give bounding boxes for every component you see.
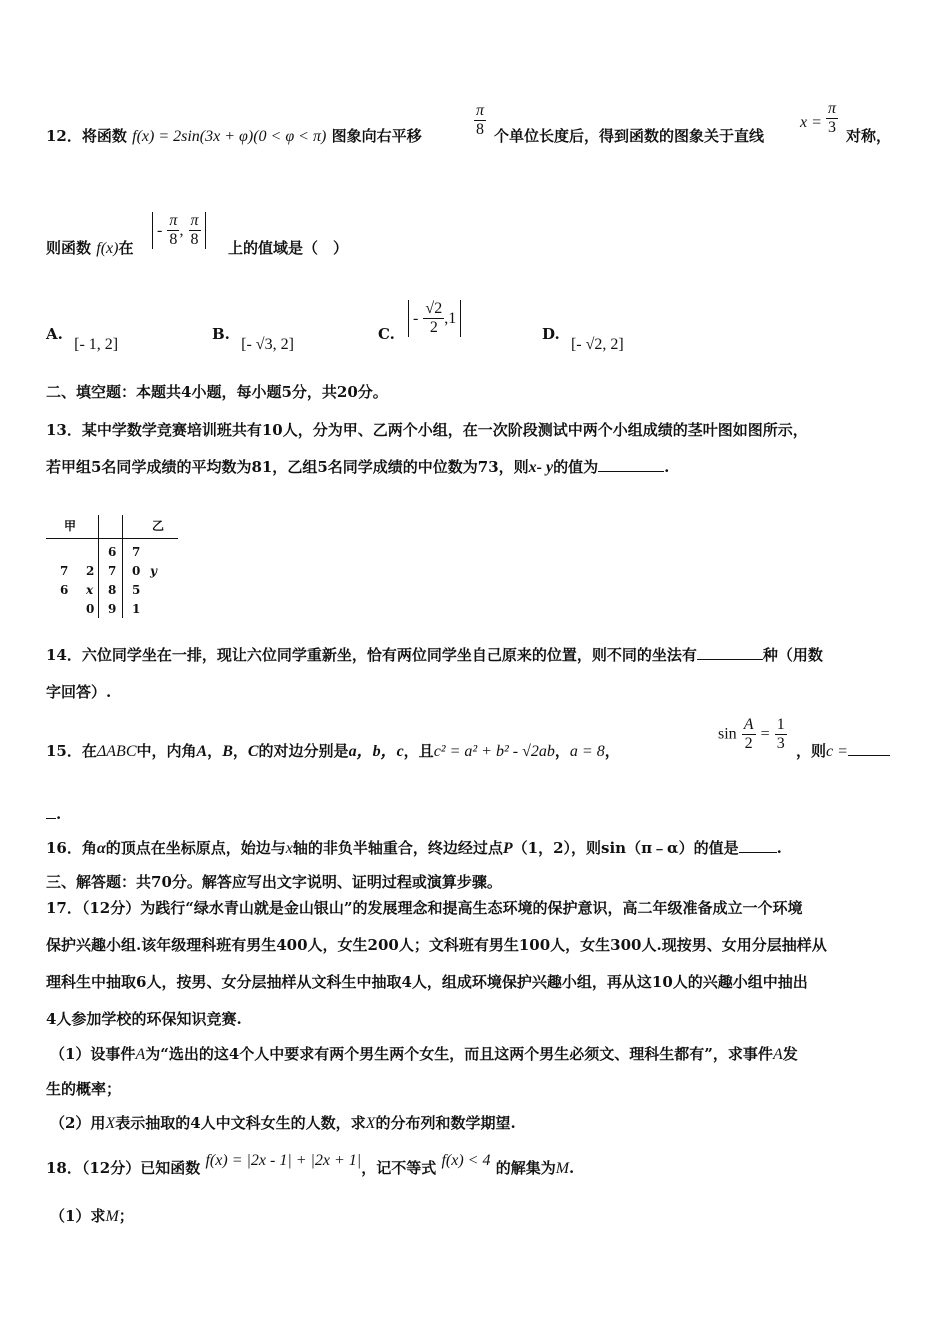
- q17-sub1: （1）设事件A为“选出的这4个人中要求有两个男生两个女生，而且这两个男生必须文、理科生都有”，求事件A发: [50, 1045, 798, 1063]
- q12-line1-cont: 个单位长度后，得到函数的图象关于直线: [494, 127, 765, 145]
- q17-sub2: （2）用X表示抽取的4人中文科女生的人数，求X的分布列和数学期望.: [50, 1114, 516, 1132]
- q15-line2: .: [46, 804, 61, 824]
- q15-line1: 15．在ΔABC中，内角A，B，C的对边分别是a，b，c，且c² = a² + b² - √2ab，a = 8，: [46, 742, 620, 760]
- q12-shift-fraction: $\frac{\pi}{8}$: [476, 102, 485, 138]
- leaf-right: 1: [132, 602, 141, 616]
- q17-line1: 17．（12分）为践行“绿水青山就是金山银山”的发展理念和提高生态环境的保护意识，高二年级准备成立一个环境: [46, 899, 803, 917]
- section-2-heading: 二、填空题：本题共4小题，每小题5分，共20分。: [46, 383, 388, 401]
- stem-7: 7: [108, 564, 117, 578]
- q13-line1: 13．某中学数学竞赛培训班共有10人，分为甲、乙两个小组，在一次阶段测试中两个小组成绩的茎叶图如图所示，: [46, 421, 808, 439]
- q14-line2: 字回答）.: [46, 683, 112, 701]
- stem-9: 9: [108, 602, 117, 616]
- leaf-right: y: [150, 564, 157, 578]
- q12-interval: - $\frac{\pi}{8}$ , $\frac{\pi}{8}$: [152, 212, 206, 249]
- stem-leaf-divider-right: [122, 515, 123, 618]
- q12-line2-end: 上的值域是（ ）: [228, 239, 349, 257]
- section-3-heading: 三、解答题：共70分。解答应写出文字说明、证明过程或演算步骤。: [46, 873, 502, 891]
- stem-leaf-header-line: [46, 538, 178, 539]
- q13-line2: 若甲组5名同学成绩的平均数为81，乙组5名同学成绩的中位数为73，则x- y的值为 .: [46, 458, 670, 476]
- q18-line: 18．（12分）已知函数 f(x) = |2x - 1| + |2x + 1|，记不等式 f(x) < 4 的解集为M.: [46, 1152, 575, 1177]
- q12-option-b[interactable]: B. [- √3, 2]: [212, 325, 294, 353]
- q16-line: 16．角α的顶点在坐标原点，始边与x轴的非负半轴重合，终边经过点P（1，2），则sin（π﹣α）的值是 .: [46, 839, 782, 857]
- q18-sub1: （1）求M；: [50, 1207, 134, 1225]
- q15-sin-expression: sin $\frac{A}{2}$ = $\frac{1}{3}$: [718, 716, 785, 752]
- q12-option-a[interactable]: A. [- 1, 2]: [46, 325, 119, 353]
- stem-6: 6: [108, 545, 117, 559]
- q15-line1-end: ，则c =: [796, 741, 890, 762]
- q14-line1: 14．六位同学坐在一排，现让六位同学重新坐，恰有两位同学坐自己原来的位置，则不同的坐法有 种（用数: [46, 646, 823, 664]
- q12-line1: 12．将函数 f(x) = 2sin(3x + φ)(0 < φ < π) 图象向右平移: [46, 127, 422, 145]
- leaf-right: 5: [132, 583, 141, 597]
- q17-sub1-cont: 生的概率；: [46, 1080, 122, 1098]
- q12-option-d[interactable]: D. [- √2, 2]: [542, 325, 624, 353]
- q12-option-c[interactable]: C.: [378, 325, 395, 343]
- q12-function: f(x) = 2sin(3x + φ)(0 < φ < π): [132, 128, 327, 145]
- q12-line2: 则函数 f(x)在: [46, 239, 134, 257]
- leaf-left: 2: [86, 564, 95, 578]
- q17-line4: 4人参加学校的环保知识竞赛.: [46, 1010, 242, 1028]
- leaf-left: 0: [86, 602, 95, 616]
- leaf-left: x: [86, 583, 94, 597]
- stem-leaf-right-title: 乙: [152, 519, 165, 533]
- leaf-left: 7: [60, 564, 69, 578]
- leaf-right: 7: [132, 545, 141, 559]
- leaf-right: 0: [132, 564, 141, 578]
- q17-line3: 理科生中抽取6人，按男、女分层抽样从文科生中抽取4人，组成环境保护兴趣小组，再从这10人的兴趣小组中抽出: [46, 973, 808, 991]
- q12-line-fraction: $\frac{\pi}{3}$: [828, 100, 837, 136]
- q17-line2: 保护兴趣小组.该年级理科班有男生400人，女生200人；文科班有男生100人，女生300人.现按男、女用分层抽样从: [46, 936, 827, 954]
- stem-leaf-left-title: 甲: [64, 519, 77, 533]
- q12-line1-end: 对称，: [846, 127, 892, 145]
- q12-line-eq: x =: [800, 114, 822, 131]
- stem-8: 8: [108, 583, 117, 597]
- q12-option-c-value: - $\frac{√2}{2}$ ,1: [408, 300, 461, 337]
- leaf-left: 6: [60, 583, 69, 597]
- stem-leaf-divider-left: [98, 515, 99, 618]
